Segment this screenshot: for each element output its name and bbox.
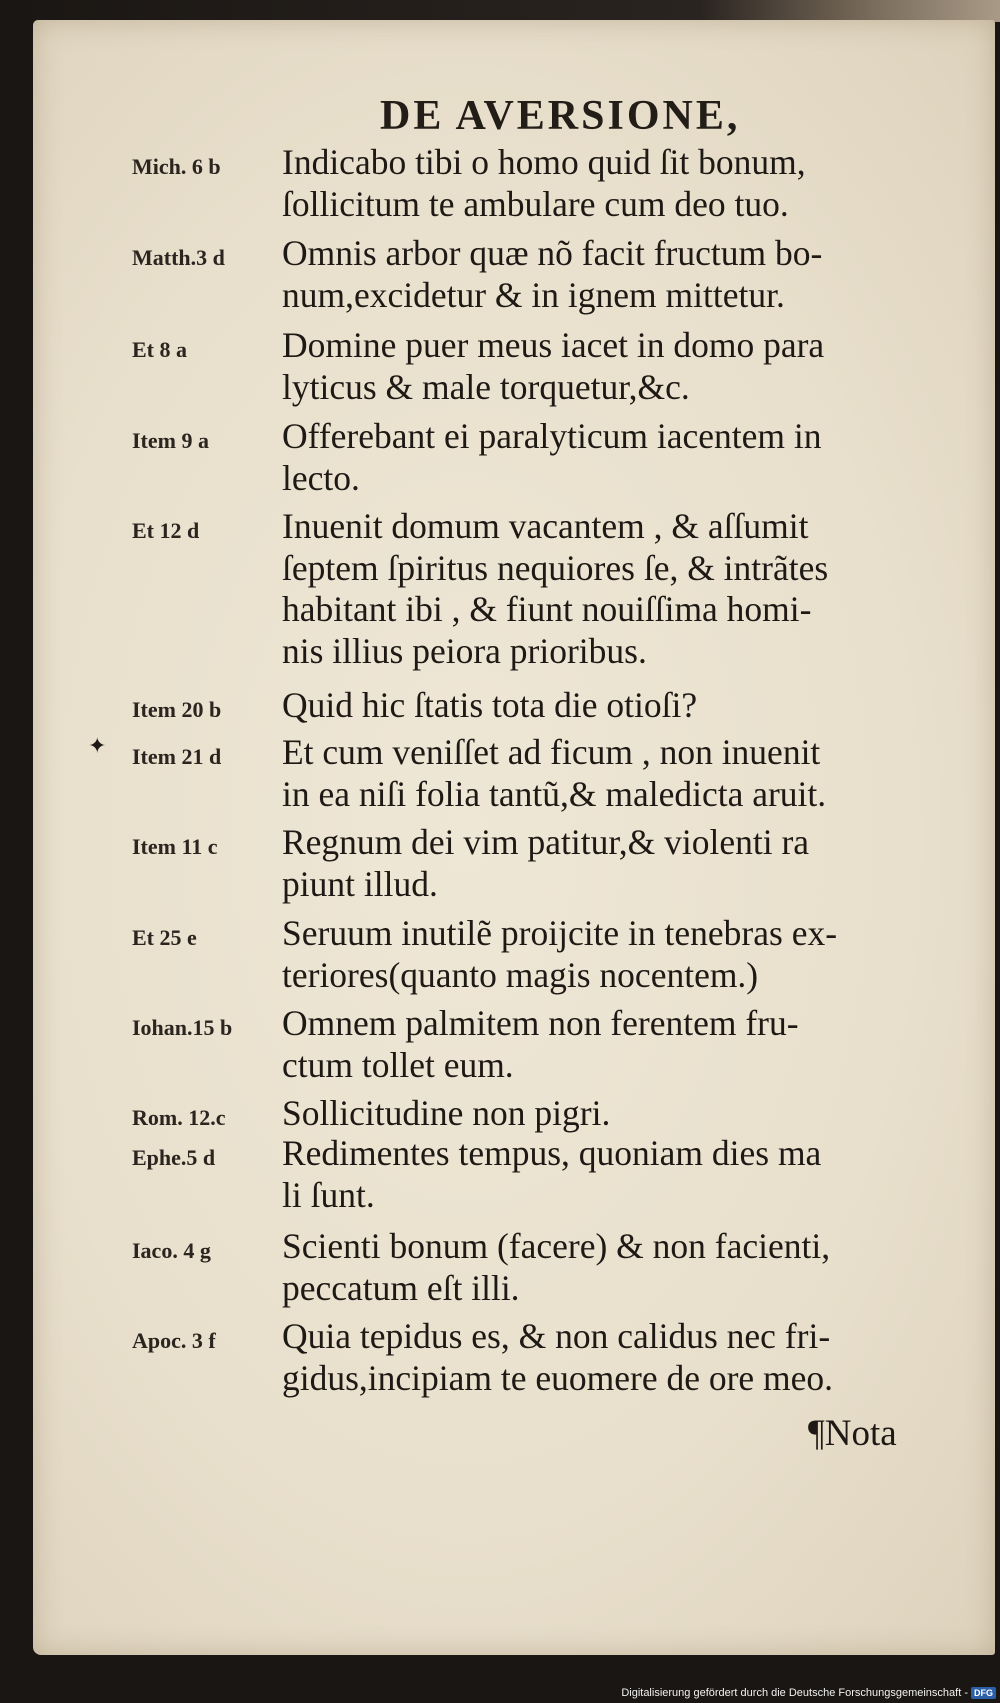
text-line: ſeptem ſpiritus nequiores ſe, & intrãtes bbox=[282, 547, 829, 588]
text-line: in ea niſi folia tantũ,& maledicta aruit. bbox=[282, 773, 827, 814]
entry-text bbox=[282, 233, 952, 316]
text-line: lecto. bbox=[282, 457, 360, 498]
entry-text bbox=[282, 142, 952, 225]
text-line: Omnis arbor quæ nõ facit fructum bo- bbox=[282, 233, 823, 273]
entry-text bbox=[282, 1133, 952, 1216]
text-line: Quid hic ſtatis tota die otioſi? bbox=[282, 685, 698, 725]
scripture-reference: Et 8 a bbox=[132, 337, 187, 362]
scripture-reference: Item 21 d bbox=[132, 744, 222, 769]
catchword: ¶Nota bbox=[808, 1413, 897, 1454]
footer-text: Digitalisierung gefördert durch die Deutsche Forschungsgemeinschaft - bbox=[621, 1687, 968, 1699]
text-line: li ſunt. bbox=[282, 1174, 375, 1215]
text-line: Omnem palmitem non ferentem fru- bbox=[282, 1003, 799, 1043]
scripture-reference: Ephe.5 d bbox=[132, 1145, 216, 1170]
scripture-reference: Iaco. 4 g bbox=[132, 1238, 211, 1263]
entry-text bbox=[282, 1226, 952, 1309]
entry-text bbox=[282, 506, 952, 672]
text-line: Offerebant ei paralyticum iacentem in bbox=[282, 416, 822, 456]
text-line: teriores(quanto magis nocentem.) bbox=[282, 954, 759, 995]
text-line: Scienti bonum (facere) & non facienti, bbox=[282, 1226, 831, 1266]
scan-background-strip bbox=[0, 0, 1000, 22]
entry-text bbox=[282, 685, 952, 727]
text-line: Indicabo tibi o homo quid ſit bonum, bbox=[282, 142, 806, 182]
scripture-reference: Et 25 e bbox=[132, 925, 197, 950]
entry-text bbox=[282, 1003, 952, 1086]
entry-text bbox=[282, 416, 952, 499]
entry-text bbox=[282, 732, 952, 815]
text-line: Seruum inutilẽ proijcite in tenebras ex- bbox=[282, 913, 838, 953]
scripture-reference: Item 20 b bbox=[132, 697, 222, 722]
margin-mark: ✦ bbox=[88, 733, 107, 758]
entry-text bbox=[282, 1093, 952, 1135]
text-line: num,excidetur & in ignem mittetur. bbox=[282, 274, 785, 315]
text-line: Quia tepidus es, & non calidus nec fri- bbox=[282, 1316, 831, 1356]
text-line: piunt illud. bbox=[282, 863, 438, 904]
digitization-footer bbox=[621, 1687, 996, 1699]
text-line: Redimentes tempus, quoniam dies ma bbox=[282, 1133, 822, 1173]
text-line: Inuenit domum vacantem , & aſſumit bbox=[282, 506, 809, 546]
text-line: ſollicitum te ambulare cum deo tuo. bbox=[282, 183, 789, 224]
text-line: habitant ibi , & fiunt nouiſſima homi- bbox=[282, 589, 812, 629]
entry-text bbox=[282, 325, 952, 408]
dfg-logo: DFG bbox=[971, 1687, 996, 1699]
scripture-reference: Item 11 c bbox=[132, 834, 218, 859]
text-line: Sollicitudine non pigri. bbox=[282, 1093, 611, 1133]
text-line: lyticus & male torquetur,&c. bbox=[282, 366, 690, 407]
running-head: DE AVERSIONE, bbox=[380, 93, 741, 139]
text-line: peccatum eſt illi. bbox=[282, 1267, 520, 1308]
text-line: gidus,incipiam te euomere de ore meo. bbox=[282, 1357, 834, 1398]
text-line: nis illius peiora prioribus. bbox=[282, 630, 647, 671]
entry-text bbox=[282, 822, 952, 905]
text-line: ctum tollet eum. bbox=[282, 1044, 514, 1085]
entry-text bbox=[282, 1316, 952, 1399]
scripture-reference: Rom. 12.c bbox=[132, 1105, 226, 1130]
text-line: Et cum veniſſet ad ficum , non inuenit bbox=[282, 732, 821, 772]
text-line: Regnum dei vim patitur,& violenti ra bbox=[282, 822, 810, 862]
scripture-reference: Matth.3 d bbox=[132, 245, 225, 270]
scripture-reference: Item 9 a bbox=[132, 428, 209, 453]
scripture-reference: Et 12 d bbox=[132, 518, 200, 543]
scripture-reference: Mich. 6 b bbox=[132, 154, 221, 179]
scripture-reference: Apoc. 3 f bbox=[132, 1328, 216, 1353]
text-line: Domine puer meus iacet in domo para bbox=[282, 325, 825, 365]
scripture-reference: Iohan.15 b bbox=[132, 1015, 233, 1040]
entry-text bbox=[282, 913, 952, 996]
